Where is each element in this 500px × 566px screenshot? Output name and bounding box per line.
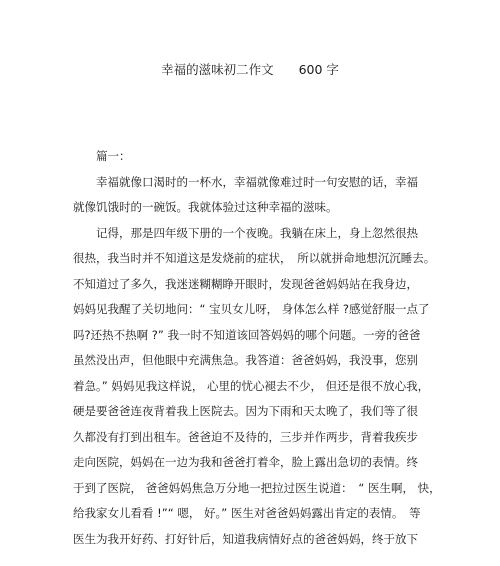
text-line: 吗?还热不热啊 ?” 我一时不知道该回答妈妈的哪个问题。一旁的爸爸 (73, 328, 421, 342)
text-line: 妈妈见我醒了关切地问：“ 宝贝女儿呀， 身体怎么样 ?感觉舒服一点了 (73, 302, 430, 316)
text-line: 医生为我开好药、打好针后，知道我病情好点的爸爸妈妈，终于放下 (73, 532, 418, 546)
text-line: 很热，我当时并不知道这是发烧前的症状， 所以就拼命地想沉沉睡去。 (73, 251, 436, 265)
text-line: 着急。” 妈妈见我这样说， 心里的忧心褪去不少， 但还是很不放心我， (73, 379, 430, 393)
text-line: 虽然没出声，但他眼中充满焦急。我答道：爸爸妈妈，我没事，您别 (73, 353, 418, 367)
paragraph-heading: 篇一： (96, 149, 131, 163)
text-line: 于到了医院， 爸爸妈妈焦急万分地一把拉过医生说道： “ 医生啊， 快， (73, 481, 441, 495)
text-line: 不知道过了多久，我迷迷糊糊睁开眼时，发现爸爸妈妈站在我身边， (73, 277, 418, 291)
text-line: 给我家女儿看看 !”“ 嗯， 好。” 医生对爸爸妈妈露出肯定的表情。 等 (73, 506, 421, 520)
document-title: 幸福的滋味初二作文 600 字 (161, 62, 339, 77)
text-line: 幸福就像口渴时的一杯水，幸福就像难过时一句安慰的话，幸福 (96, 175, 418, 189)
text-line: 记得，那是四年级下册的一个夜晚。我躺在床上，身上忽然很热 (96, 226, 418, 240)
text-line: 就像饥饿时的一碗饭。我就体验过这种幸福的滋味。 (73, 200, 338, 214)
text-line: 久都没有打到出租车。爸爸迫不及待的，三步并作两步，背着我疾步 (73, 430, 418, 444)
text-line: 走向医院，妈妈在一边为我和爸爸打着伞，脸上露出急切的表情。终 (73, 455, 418, 469)
text-line: 硬是要爸爸连夜背着我上医院去。因为下雨和天太晚了，我们等了很 (73, 404, 418, 418)
